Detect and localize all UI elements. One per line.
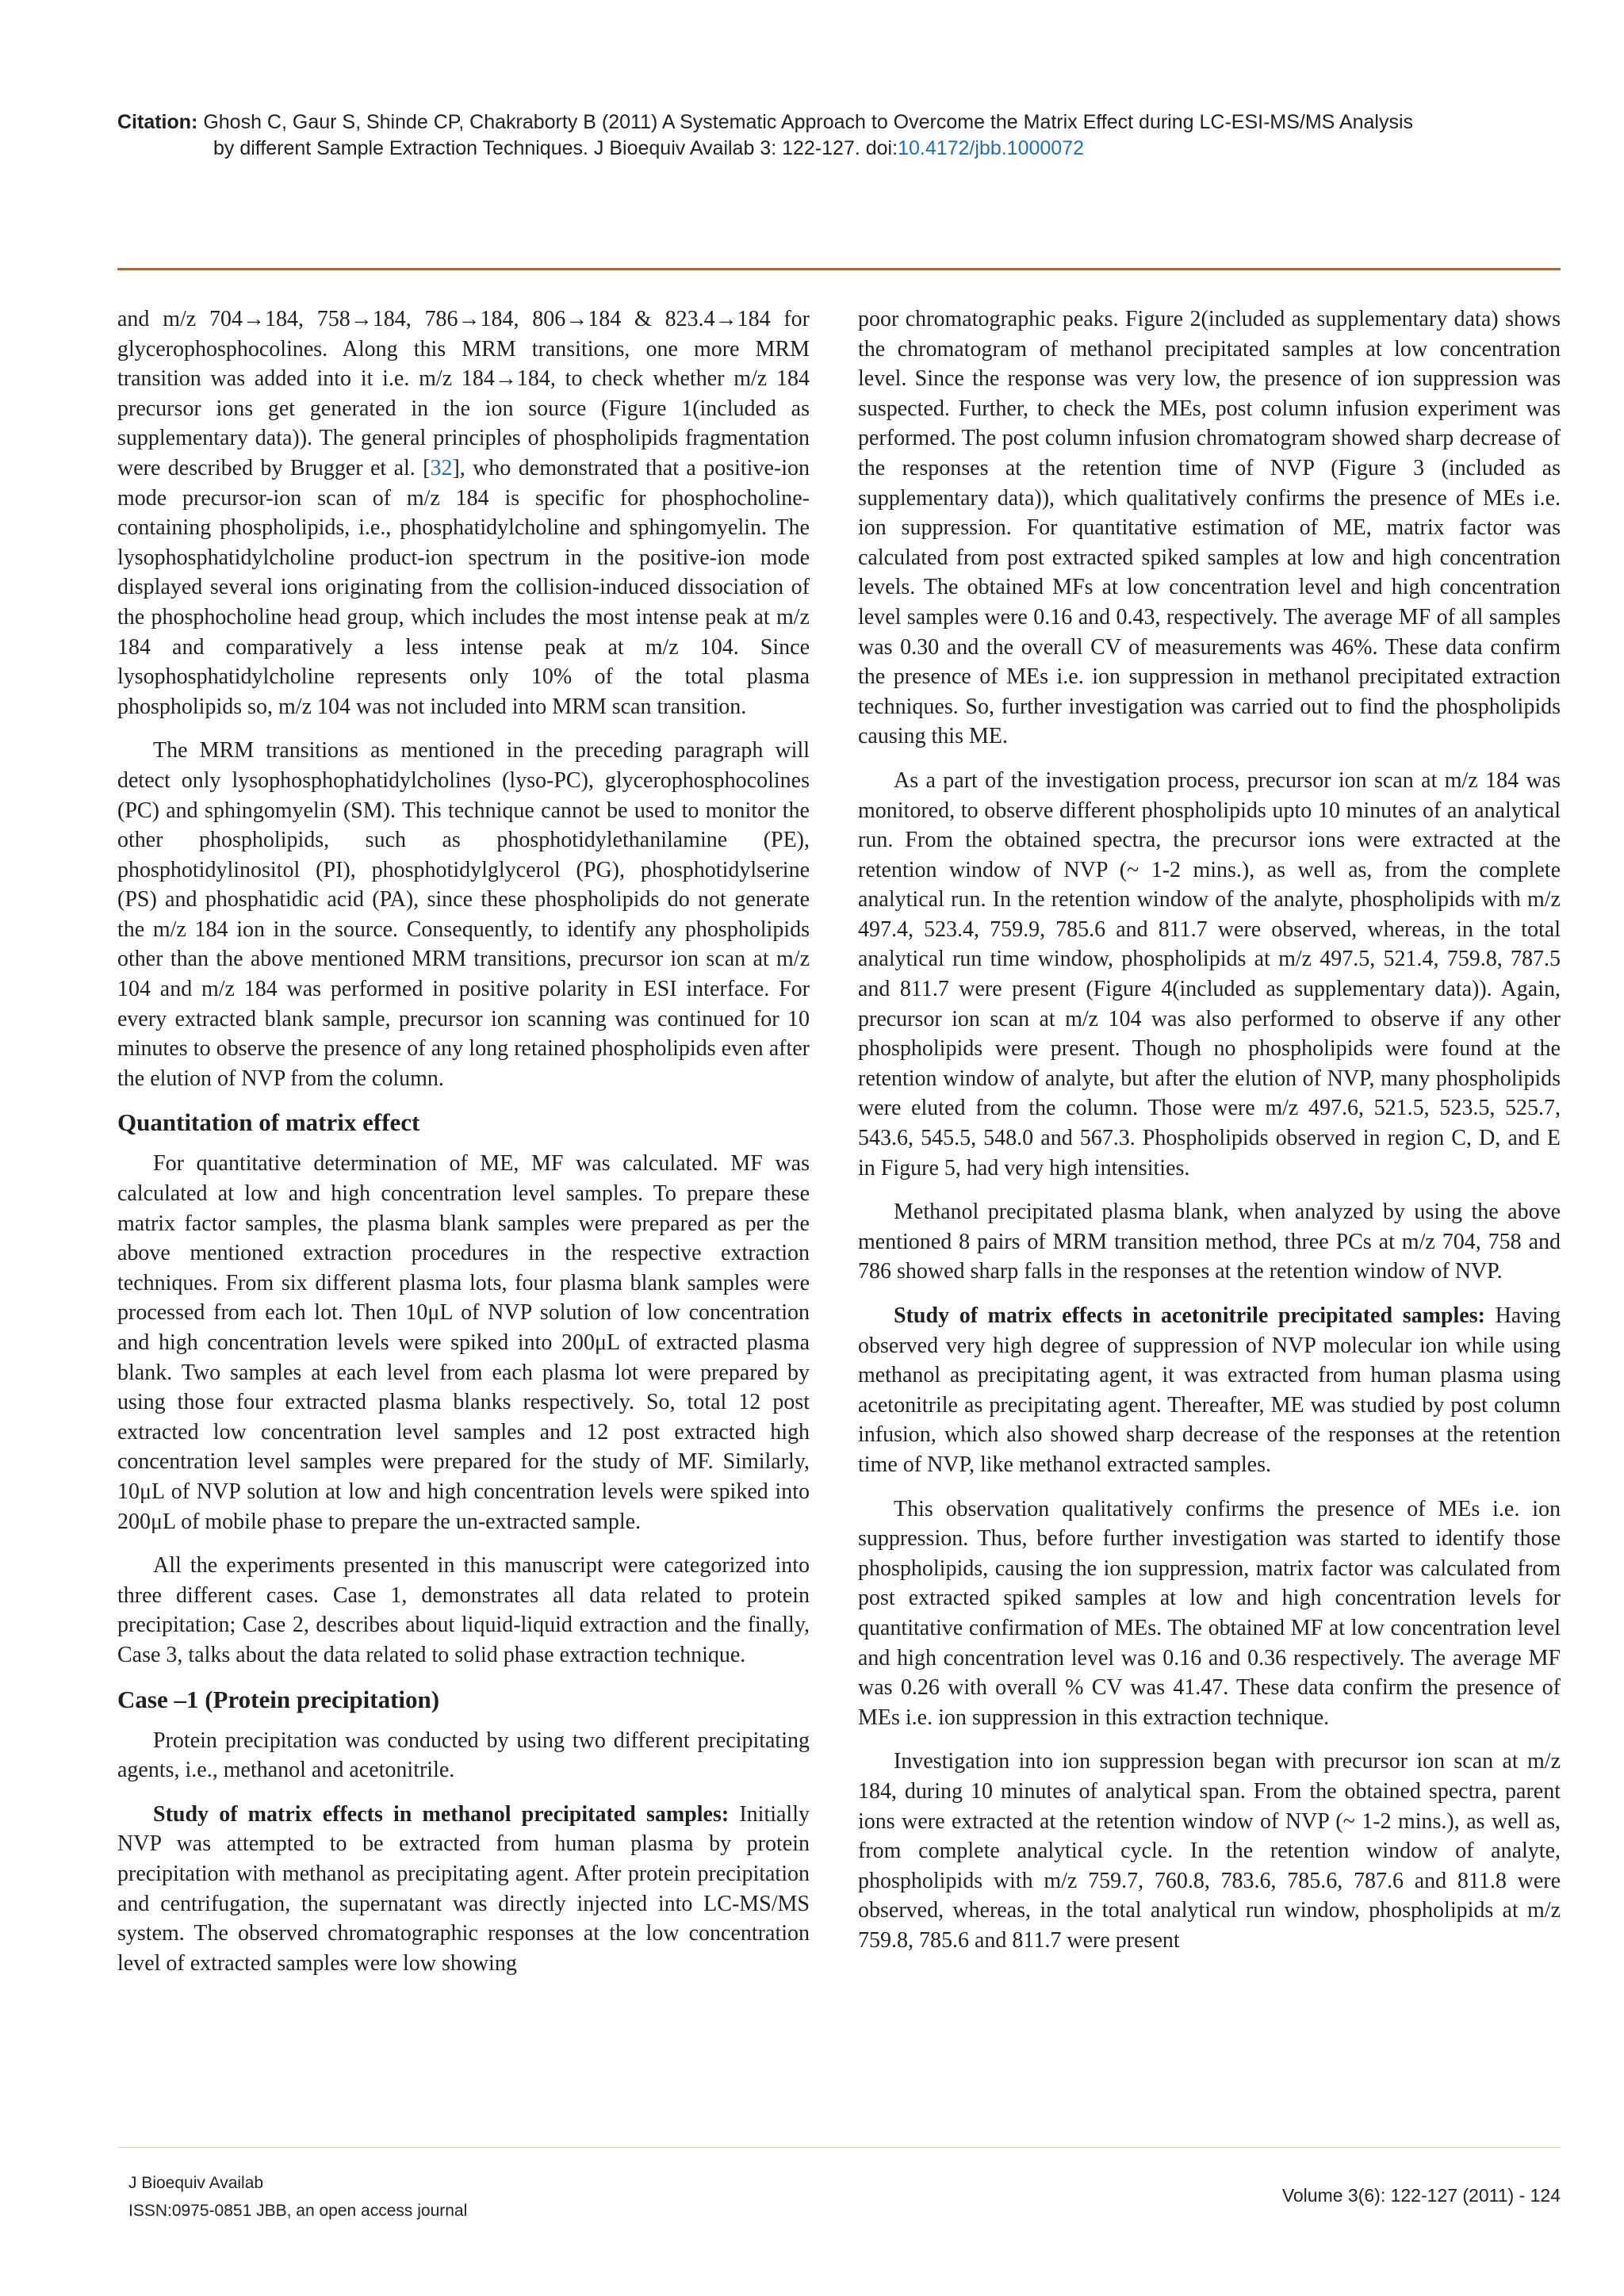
footer-journal: J Bioequiv Availab <box>128 2174 264 2192</box>
section-heading-quantitation: Quantitation of matrix effect <box>117 1108 420 1137</box>
subheading-acetonitrile: Study of matrix effects in acetonitrile precipitated samples: <box>894 1303 1485 1328</box>
paragraph: The MRM transitions as mentioned in the preceding paragraph will detect only lysophosphophatidylcholines (lyso-PC), glycerophosphocolines (PC) and sphingomyelin (SM). This technique cannot be used to monitor the other phospholipids, such as phosphotidylethanilamine (PE), phosphotidylinositol (PI), phosphotidylglycerol (PG), phosphotidylserine (PS) and phosphatidic acid (PA), since these phospholipids do not generate the m/z 184 ion in the source. Consequently, to identify any phospholipids other than the above mentioned MRM transitions, precursor ion scan at m/z 104 and m/z 184 was performed in positive polarity in ESI interface. For every extracted blank sample, precursor ion scanning was continued for 10 minutes to observe the presence of any long retained phospholipids even after the elution of NVP from the column. <box>117 738 810 1091</box>
paragraph: This observation qualitatively confirms the presence of MEs i.e. ion suppression. Thus, before further investigation was started to identify those phospholipids, causing the ion suppression, matrix factor was calculated from post extracted spiked samples at low and high concentration levels for quantitative confirmation of MEs. The obtained MF at low concentration level and high concentration level was 0.16 and 0.36 respectively. The average MF was 0.26 with overall % CV was 41.47. These data confirm the presence of MEs i.e. ion suppression in this extraction technique. <box>858 1496 1561 1730</box>
paragraph: Methanol precipitated plasma blank, when analyzed by using the above mentioned 8 pairs of MRM transition method, three PCs at m/z 704, 758 and 786 showed sharp falls in the responses at the retention window of NVP. <box>858 1200 1561 1284</box>
paragraph: Investigation into ion suppression began with precursor ion scan at m/z 184, during 10 minutes of analytical span. From the obtained spectra, parent ions were extracted at the retention window of NVP (~ 1-2 mins.), as well as, from complete analytical cycle. In the retention window of analyte, phospholipids with m/z 759.7, 760.8, 783.6, 785.6, 787.6 and 811.8 were observed, whereas, in the total analytical run window, phospholipids at m/z 759.8, 785.6 and 811.7 were present <box>858 1749 1561 1953</box>
citation-label: Citation: <box>117 111 198 133</box>
paragraph: and m/z 704→184, 758→184, 786→184, 806→184 & 823.4→184 for glycerophosphocolines. Along this MRM transitions, one more MRM transition was added into it i.e. m/z 184→184, to check whether m/z 184 precursor ions get generated in the ion source (Figure 1(included as supplementary data)). The general principles of phospholipids fragmentation were described by Brugger et al. [32], who demonstrated that a positive-ion mode precursor-ion scan of m/z 184 is specific for phosphocholine-containing phospholipids, i.e., phosphatidylcholine and sphingomyelin. The lysophosphatidylcholine product-ion spectrum in the positive-ion mode displayed several ions originating from the collision-induced dissociation of the phosphocholine head group, which includes the most intense peak at m/z 184 and comparatively a less intense peak at m/z 104. Since lysophosphatidylcholine represents only 10% of the total plasma phospholipids so, m/z 104 was not included into MRM scan transition. <box>117 307 810 719</box>
footer-volume: Volume 3(6): 122-127 (2011) - 124 <box>1281 2185 1561 2206</box>
citation-line1: Ghosh C, Gaur S, Shinde CP, Chakraborty B (2011) A Systematic Approach to Overcome the Matrix Effect during LC-ESI-MS/MS Analysis <box>197 111 1413 133</box>
section-heading-case1: Case –1 (Protein precipitation) <box>117 1685 440 1713</box>
left-column <box>117 304 810 1992</box>
subheading-methanol: Study of matrix effects in methanol precipitated samples: <box>153 1801 730 1827</box>
footer-issn: ISSN:0975-0851 JBB, an open access journal <box>128 2202 468 2220</box>
paragraph: poor chromatographic peaks. Figure 2(included as supplementary data) shows the chromatogram of methanol precipitated samples at low concentration level. Since the response was very low, the presence of ion suppression was suspected. Further, to check the MEs, post column infusion experiment was performed. The post column infusion chromatogram showed sharp decrease of the responses at the retention time of NVP (Figure 3 (included as supplementary data)), which qualitatively confirms the presence of MEs i.e. ion suppression. For quantitative estimation of ME, matrix factor was calculated from post extracted spiked samples at low and high concentration levels. The obtained MFs at low concentration level and high concentration level samples were 0.16 and 0.43, respectively. The average MF of all samples was 0.30 and the overall CV of measurements was 46%. These data confirm the presence of MEs i.e. ion suppression in methanol precipitated extraction techniques. So, further investigation was carried out to find the phospholipids causing this ME. <box>858 307 1561 749</box>
citation-line2: by different Sample Extraction Techniques. J Bioequiv Availab 3: 122-127. doi: <box>213 137 898 159</box>
paragraph: As a part of the investigation process, precursor ion scan at m/z 184 was monitored, to observe different phospholipids upto 10 minutes of an analytical run. From the obtained spectra, the precursor ions were extracted at the retention window of NVP (~ 1-2 mins.), as well as, from the complete analytical run. In the retention window of the analyte, phospholipids with m/z 497.4, 523.4, 759.9, 785.6 and 811.7 were observed, whereas, in the total analytical run time window, phospholipids at m/z 497.5, 521.4, 759.8, 787.5 and 811.7 were present (Figure 4(included as supplementary data)). Again, precursor ion scan at m/z 104 was also performed to observe if any other phospholipids were present. Though no phospholipids were found at the retention window of analyte, but after the elution of NVP, many phospholipids were eluted from the column. Those were m/z 497.6, 521.5, 523.5, 525.7, 543.6, 545.5, 548.0 and 567.3. Phospholipids observed in region C, D, and E in Figure 5, had very high intensities. <box>858 767 1561 1181</box>
paragraph: Study of matrix effects in methanol precipitated samples: Initially NVP was attempted to be extracted from human plasma by protein precipitation with methanol as precipitating agent. After protein precipitation and centrifugation, the supernatant was directly injected into LC-MS/MS system. The observed chromatographic responses at the low concentration level of extracted samples were low showing <box>117 1801 810 1976</box>
reference-link[interactable]: 32 <box>430 455 453 480</box>
footer-left <box>128 2169 467 2225</box>
citation-block <box>117 109 1561 162</box>
paragraph: All the experiments presented in this manuscript were categorized into three different cases. Case 1, demonstrates all data related to protein precipitation; Case 2, describes about liquid-liquid extraction and the finally, Case 3, talks about the data related to solid phase extraction technique. <box>117 1553 810 1667</box>
right-column <box>858 304 1561 1969</box>
footer-divider <box>117 2147 1561 2148</box>
doi-link[interactable]: 10.4172/jbb.1000072 <box>898 137 1085 159</box>
paragraph: Study of matrix effects in acetonitrile precipitated samples: Having observed very high degree of suppression of NVP molecular ion while using methanol as precipitating agent, it was extracted from human plasma using acetonitrile as precipitating agent. Thereafter, ME was studied by post column infusion, which also showed sharp decrease of the responses at the retention time of NVP, like methanol extracted samples. <box>858 1303 1561 1477</box>
paragraph: Protein precipitation was conducted by using two different precipitating agents, i.e., methanol and acetonitrile. <box>117 1728 810 1783</box>
paragraph: For quantitative determination of ME, MF was calculated. MF was calculated at low and high concentration level samples. To prepare these matrix factor samples, the plasma blank samples were prepared as per the above mentioned extraction procedures in the respective extraction techniques. From six different plasma lots, four plasma blank samples were processed from each lot. Then 10μL of NVP solution of low concentration and high concentration levels were spiked into 200μL of extracted plasma blank. Two samples at each level from each plasma lot were prepared by using those four extracted plasma blanks respectively. So, total 12 post extracted low concentration level samples and 12 post extracted high concentration level samples were prepared for the study of MF. Similarly, 10μL of NVP solution at low and high concentration levels were spiked into 200μL of mobile phase to prepare the un-extracted sample. <box>117 1151 810 1534</box>
header-divider <box>117 268 1561 270</box>
